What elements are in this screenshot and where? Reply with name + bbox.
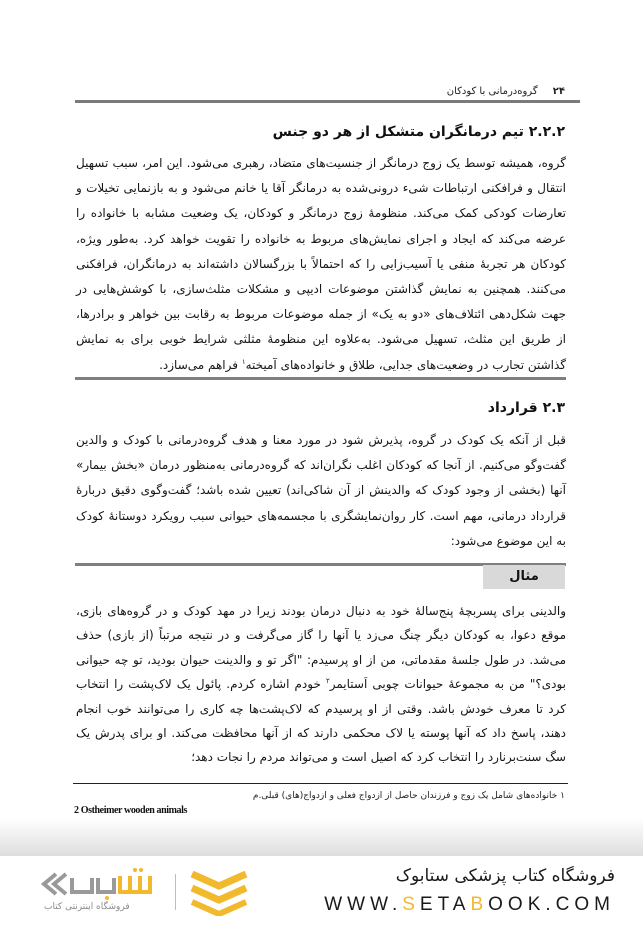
logo-wordmark-icon (34, 866, 169, 902)
header-rule (75, 100, 580, 103)
logo-divider (175, 874, 176, 910)
url-part: ETA (419, 894, 471, 915)
page-number: ۲۴ (552, 86, 565, 97)
footnote-ref-2[interactable]: ۲ (325, 677, 330, 686)
example-label: مثال (483, 565, 565, 589)
url-accent-letter: B (470, 894, 489, 915)
section-divider (75, 377, 566, 380)
footnote-2: 2 Ostheimer wooden animals (74, 805, 188, 816)
store-banner[interactable] (0, 856, 643, 926)
paragraph-text-end: فراهم می‌سازد. (159, 357, 242, 372)
section-2-2-2-paragraph (76, 151, 566, 378)
footnote-1: ۱ خانواده‌های شامل یک زوج و فرزندان حاصل از ازدواج فعلی و ازدواج(های) قبلی.م (252, 791, 565, 801)
store-url-link[interactable] (324, 894, 615, 916)
paragraph-text: گروه، همیشه توسط یک زوج درمانگر از جنسیت‌های متضاد، رهبری می‌شود. این امر، سبب تسهیل انتقال و فرافکنی ارتباطات شیء درونی‌شده به درمانگر آقا یا خانم می‌شود و به بازنمایی تخیلات و تعارضات کودکی کمک می‌کند. منظومهٔ زوج درمانگر و کودکان، یک وضعیت مشابه با خانواده را عرضه می‌کند که ایجاد و اجرای نمایش‌های مربوط به خانواده را تقویت خواهد کرد. به‌طور ویژه، کودکان هر تجربهٔ منفی یا آسیب‌زایی را که احتمالاً با بزرگسالان داشته‌اند به درمانگران، فرافکنی می‌کنند. همچنین به نمایش گذاشتن موضوعات ادیپی و مشکلات مثلث‌سازی، با کوشش‌هایی در جهت شکل‌دهی ائتلاف‌های «دو به یک» از جمله موضوعات مربوط به رقابت بین خواهر و برادرها، از طریق این مثلث، تسهیل می‌شود. به‌علاوه این منظومهٔ مثلثی شرایط خوبی برای به نمایش گذاشتن تجارب در وضعیت‌های جدایی، طلاق و خانواده‌های آمیخته (76, 156, 566, 372)
logo-tagline: فروشگاه اینترنتی کتاب (44, 902, 130, 912)
footnote-rule (73, 783, 568, 784)
page-bottom-shadow (0, 818, 643, 856)
running-title: گروه‌درمانی با کودکان (446, 86, 538, 97)
section-heading-2-2-2: ۲.۲.۲ تیم درمانگران متشکل از هر دو جنس (272, 124, 565, 140)
example-text-end: خودم اشاره کردم. پائول یک لاک‌پشت را انتخاب کرد تا معرف خودش باشد. وقتی از او پرسیدم که لاک‌پشت‌ها چه کاری را می‌توانند خوب انجام دهند، پاسخ داد که آنها پوسته یا لاک محکمی دارند که از آنها محافظت می‌کند. او برای پدرش یک سگ سنت‌برنارد را انتخاب کرد که اصیل است و می‌تواند مردم را نجات دهد؛ (76, 677, 566, 765)
section-2-3-paragraph: قبل از آنکه یک کودک در گروه، پذیرش شود در مورد معنا و هدف گروه‌درمانی با کودک و والدین گفت‌وگو می‌کنیم. از آنجا که کودکان اغلب نگران‌اند که گروه‌درمانی به‌منظور درمان «بخش بیمار» آنها (بخشی از وجود کودک که والدینش از آن شاکی‌اند) تعیین شده باشد؛ گفت‌وگوی دقیق دربارهٔ قرارداد درمانی، مهم است. کار روان‌نمایشگری با مجسمه‌های حیوانی سبب رویکرد دوستانهٔ کودک به این موضوع می‌شود: (76, 433, 566, 548)
section-heading-2-3: ۲.۳ قرارداد (487, 400, 565, 416)
example-paragraph (76, 599, 566, 770)
example-text: والدینی برای پسربچهٔ پنج‌سالهٔ خود به دنبال درمان بودند زیرا در مهد کودک و در گروه‌های بازی، موقع دعوا، به کودکان دیگر چنگ می‌زد یا آنها را گاز می‌گرفت و در نتیجه مرتباً (از بازی) حذف می‌شد. در طول جلسهٔ مقدماتی، من از او پرسیدم: "اگر تو و والدینت حیوان بودید، تو چه حیوانی بودی؟" من به مجموعهٔ حیوانات چوبی اَستایمر (76, 604, 566, 692)
url-part: OOK.COM (488, 894, 615, 915)
url-accent-letter: S (402, 894, 420, 915)
chevron-stack-logo-icon (188, 870, 250, 916)
store-logo[interactable] (30, 864, 250, 920)
url-part: WWW. (324, 894, 403, 915)
store-name: فروشگاه کتاب پزشکی ستابوک (395, 866, 615, 886)
footnote-ref-1[interactable]: ۱ (241, 357, 246, 366)
